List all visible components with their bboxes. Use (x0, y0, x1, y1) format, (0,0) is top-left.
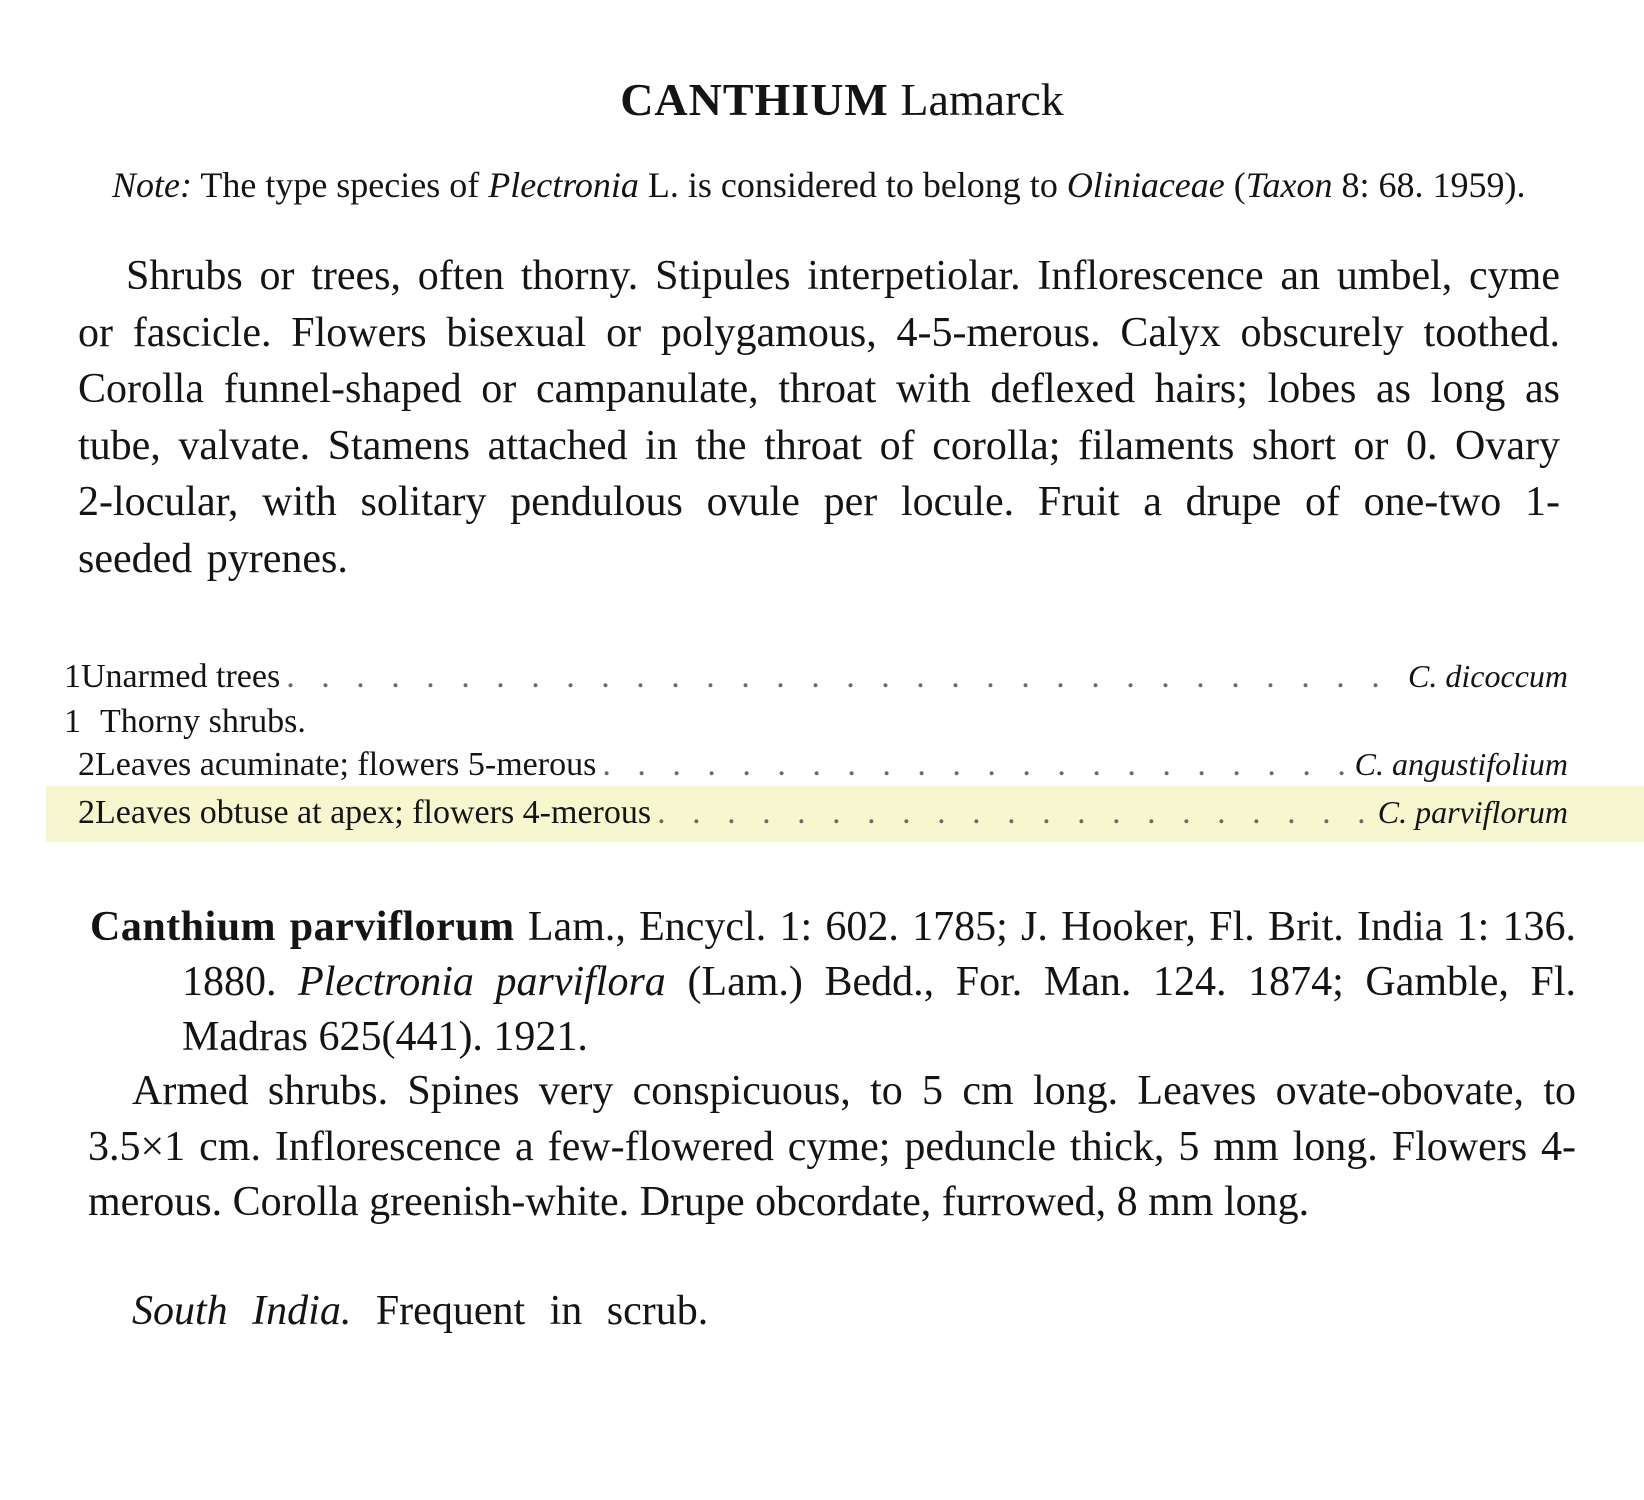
leader-dots (286, 655, 1402, 699)
key-line (64, 700, 1568, 744)
species-citation (90, 900, 1576, 1065)
key-result: C. angustifolium (1354, 746, 1568, 782)
key-line (78, 742, 1568, 786)
note-text-1: The type species of (200, 165, 480, 205)
note-label: Note: (112, 165, 192, 205)
key-line (78, 790, 1568, 834)
note-text-3: ( (1233, 165, 1246, 205)
distribution-text: Frequent in scrub. (375, 1288, 709, 1334)
distribution (132, 1284, 1332, 1339)
leader-dots (657, 791, 1372, 835)
species-description: Armed shrubs. Spines very conspicuous, to 5 cm long. Leaves ovate-obovate, to 3.5×1 cm. Inflorescence a few-flowered cyme; peduncle thick, 5 mm long. Flowers 4-merous. Corolla greenish-white. Drupe obcordate, furrowed, 8 mm long. (88, 1068, 1576, 1225)
genus-name: CANTHIUM (620, 74, 889, 125)
citation-2: (Lam.) Bedd., For. Man. 124. 1874; Gamble, Fl. Madras 625(441). 1921. (182, 959, 1577, 1060)
note-family: Oliniaceae (1066, 165, 1225, 205)
key-number: 2 (78, 746, 95, 783)
key-number: 1 (64, 658, 81, 695)
genus-author: Lamarck (900, 74, 1064, 125)
leader-dots (602, 743, 1348, 787)
key-number: 1 (64, 703, 81, 740)
species-name: Canthium parviflorum (90, 904, 515, 950)
key-text: Leaves acuminate; flowers 5-merous (95, 746, 597, 783)
genus-heading (0, 74, 1644, 126)
key-text: Unarmed trees (81, 658, 281, 695)
nomenclature-note (66, 158, 1570, 213)
key-line (64, 654, 1568, 698)
citation-1: Lam., Encycl. 1: 602. 1785; J. Hooker, Fl. Brit. India 1: 136. 1880. (182, 904, 1577, 1005)
note-journal: Taxon (1245, 165, 1333, 205)
distribution-region: South India. (132, 1288, 352, 1334)
key-text: Leaves obtuse at apex; flowers 4-merous (95, 794, 652, 831)
key-number: 2 (78, 794, 95, 831)
key-text: Thorny shrubs. (100, 703, 306, 740)
genus-description: Shrubs or trees, often thorny. Stipules interpetiolar. Inflorescence an umbel, cyme or fascicle. Flowers bisexual or polygamous, 4-5-merous. Calyx obscurely toothed. Corolla funnel-shaped or campanulate, throat with deflexed hairs; lobes as long as tube, valvate. Stamens attached in the throat of corolla; filaments short or 0. Ovary 2-locular, with solitary pendulous ovule per locule. Fruit a drupe of one-two 1-seeded pyrenes. (78, 253, 1560, 582)
synonym: Plectronia parviflora (298, 959, 666, 1005)
key-result: C. dicoccum (1408, 658, 1568, 694)
note-text-2: L. is considered to belong to (647, 165, 1058, 205)
note-genus: Plectronia (488, 165, 639, 205)
key-result: C. parviflorum (1377, 794, 1568, 830)
note-text-4: 8: 68. 1959). (1341, 165, 1526, 205)
